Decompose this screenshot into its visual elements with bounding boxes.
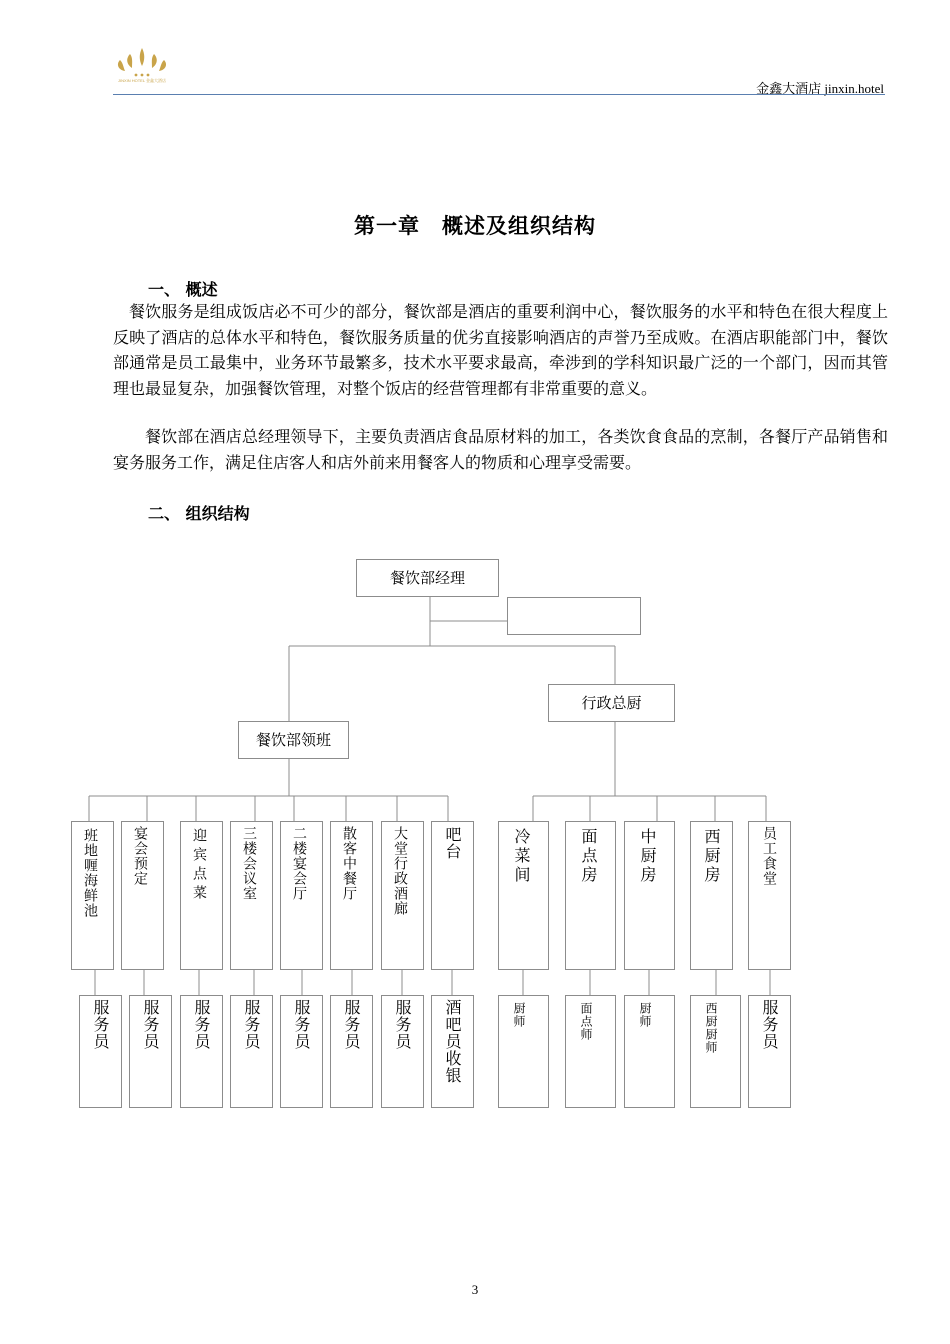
service-unit-label: 三楼会议室 (241, 826, 257, 901)
page-number: 3 (471, 1282, 479, 1297)
org-box-kitchen-unit (565, 821, 616, 970)
org-box-kitchen-unit (690, 821, 733, 970)
staff-label: 服务员 (760, 999, 779, 1050)
service-unit-label: 吧台 (443, 826, 462, 860)
org-box-staff (129, 995, 172, 1108)
staff-label: 服务员 (242, 999, 261, 1050)
org-box-staff (624, 995, 675, 1108)
service-unit-label: 宴会预定 (132, 826, 148, 886)
staff-label: 服务员 (141, 999, 160, 1050)
org-box-staff (280, 995, 323, 1108)
org-box-service-unit (71, 821, 114, 970)
service-unit-label: 迎宾点菜 (191, 828, 207, 904)
service-unit-label: 大堂行政酒廊 (392, 826, 408, 916)
staff-label: 服务员 (192, 999, 211, 1050)
staff-label: 服务员 (393, 999, 412, 1050)
kitchen-unit-label: 西厨房 (702, 828, 721, 885)
staff-label: 服务员 (91, 999, 110, 1050)
org-box-kitchen-unit (748, 821, 791, 970)
kitchen-unit-label: 面点房 (579, 828, 598, 885)
org-box-staff (565, 995, 616, 1108)
org-box-staff (79, 995, 122, 1108)
kitchen-unit-label: 冷菜间 (512, 828, 531, 885)
staff-label: 西厨厨师 (704, 1002, 718, 1054)
org-box-staff (230, 995, 273, 1108)
kitchen-unit-label: 中厨房 (638, 828, 657, 885)
org-box-service-unit (180, 821, 223, 970)
header-hotel-name: 金鑫大酒店 jinxin.hotel (756, 81, 884, 96)
staff-label: 酒吧员收银 (443, 999, 462, 1084)
staff-label: 厨师 (638, 1002, 652, 1028)
org-box-service-unit (280, 821, 323, 970)
chapter-title: 第一章 概述及组织结构 (354, 213, 596, 238)
overview-paragraph-1: 餐饮服务是组成饭店必不可少的部分，餐饮部是酒店的重要利润中心，餐饮服务的水平和特色在很大程度上反映了酒店的总体水平和特色，餐饮服务质量的优劣直接影响酒店的声誉乃至成败。在酒店职能部门中，餐饮部通常是员工最集中，业务环节最繁多，技术水平要求最高，牵涉到的学科知识最广泛的一个部门，因而其管理也最显复杂，加强餐饮管理，对整个饭店的经营管理都有非常重要的意义。 (113, 302, 888, 398)
overview-paragraph-2: 餐饮部在酒店总经理领导下，主要负责酒店食品原材料的加工，各类饮食食品的烹制，各餐厅产品销售和宴务服务工作，满足住店客人和店外前来用餐客人的物质和心理享受需要。 (113, 427, 888, 472)
org-box-exec-chef: 行政总厨 (548, 684, 675, 722)
org-box-service-unit (381, 821, 424, 970)
org-box-captain: 餐饮部领班 (238, 721, 349, 759)
svg-text:JINXIN HOTEL 金鑫大酒店: JINXIN HOTEL 金鑫大酒店 (117, 78, 167, 83)
org-box-staff (330, 995, 373, 1108)
service-unit-label: 二楼宴会厅 (291, 826, 307, 901)
service-unit-label: 班地喱海鲜池 (82, 828, 98, 918)
staff-label: 厨师 (512, 1002, 526, 1028)
staff-label: 面点师 (579, 1002, 593, 1041)
org-box-staff (690, 995, 741, 1108)
section-heading-org-structure: 二、 组织结构 (148, 504, 250, 523)
staff-label: 服务员 (292, 999, 311, 1050)
org-box-staff (431, 995, 474, 1108)
org-box-staff (498, 995, 549, 1108)
section-heading-overview: 一、 概述 (148, 280, 218, 299)
org-box-service-unit (431, 821, 474, 970)
org-box-manager: 餐饮部经理 (356, 559, 499, 597)
org-box-kitchen-unit (624, 821, 675, 970)
org-box-staff (180, 995, 223, 1108)
org-box-kitchen-unit (498, 821, 549, 970)
org-box-staff (748, 995, 791, 1108)
org-box-service-unit (330, 821, 373, 970)
org-box-staff (381, 995, 424, 1108)
org-box-service-unit (230, 821, 273, 970)
org-box-assistant (507, 597, 641, 635)
service-unit-label: 散客中餐厅 (341, 826, 357, 901)
staff-label: 服务员 (342, 999, 361, 1050)
org-box-service-unit (121, 821, 164, 970)
kitchen-unit-label: 员工食堂 (761, 826, 777, 886)
